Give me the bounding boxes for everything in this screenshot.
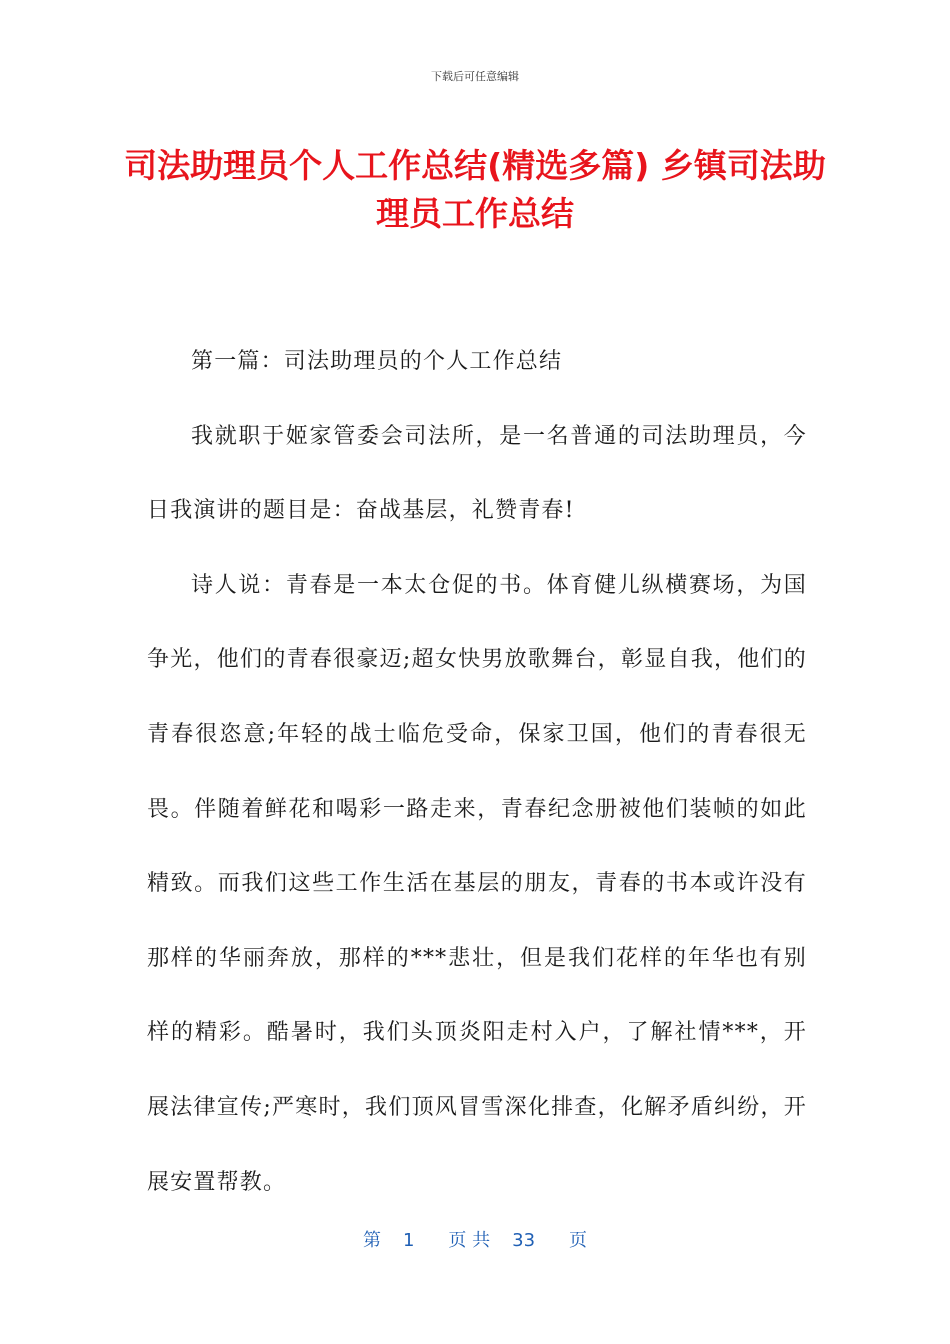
header-note: 下载后可任意编辑 [431,70,519,83]
footer-suffix: 页 [569,1230,588,1251]
document-title: 司法助理员个人工作总结(精选多篇) 乡镇司法助理员工作总结 [124,146,826,233]
document-body [147,325,807,1220]
page-footer [0,1226,950,1252]
footer-middle: 页 共 [448,1230,491,1251]
footer-prefix: 第 [362,1230,381,1251]
body-paragraph: 我就职于姬家管委会司法所，是一名普通的司法助理员，今日我演讲的题目是：奋战基层，礼赞青春! [147,423,807,524]
footer-current-page: 1 [402,1230,415,1251]
section-heading: 第一篇：司法助理员的个人工作总结 [191,349,563,374]
footer-total-pages: 33 [512,1230,536,1251]
body-paragraph: 诗人说：青春是一本太仓促的书。体育健儿纵横赛场，为国争光，他们的青春很豪迈;超女快男放歌舞台，彰显自我，他们的青春很恣意;年轻的战士临危受命，保家卫国，他们的青春很无畏。伴随着鲜花和喝彩一路走来，青春纪念册被他们装帧的如此精致。而我们这些工作生活在基层的朋友，青春的书本或许没有那样的华丽奔放，那样的***悲壮，但是我们花样的年华也有别样的精彩。酷暑时，我们头顶炎阳走村入户，了解社情***，开展法律宣传;严寒时，我们顶风冒雪深化排查，化解矛盾纠纷，开展安置帮教。 [147,572,807,1195]
